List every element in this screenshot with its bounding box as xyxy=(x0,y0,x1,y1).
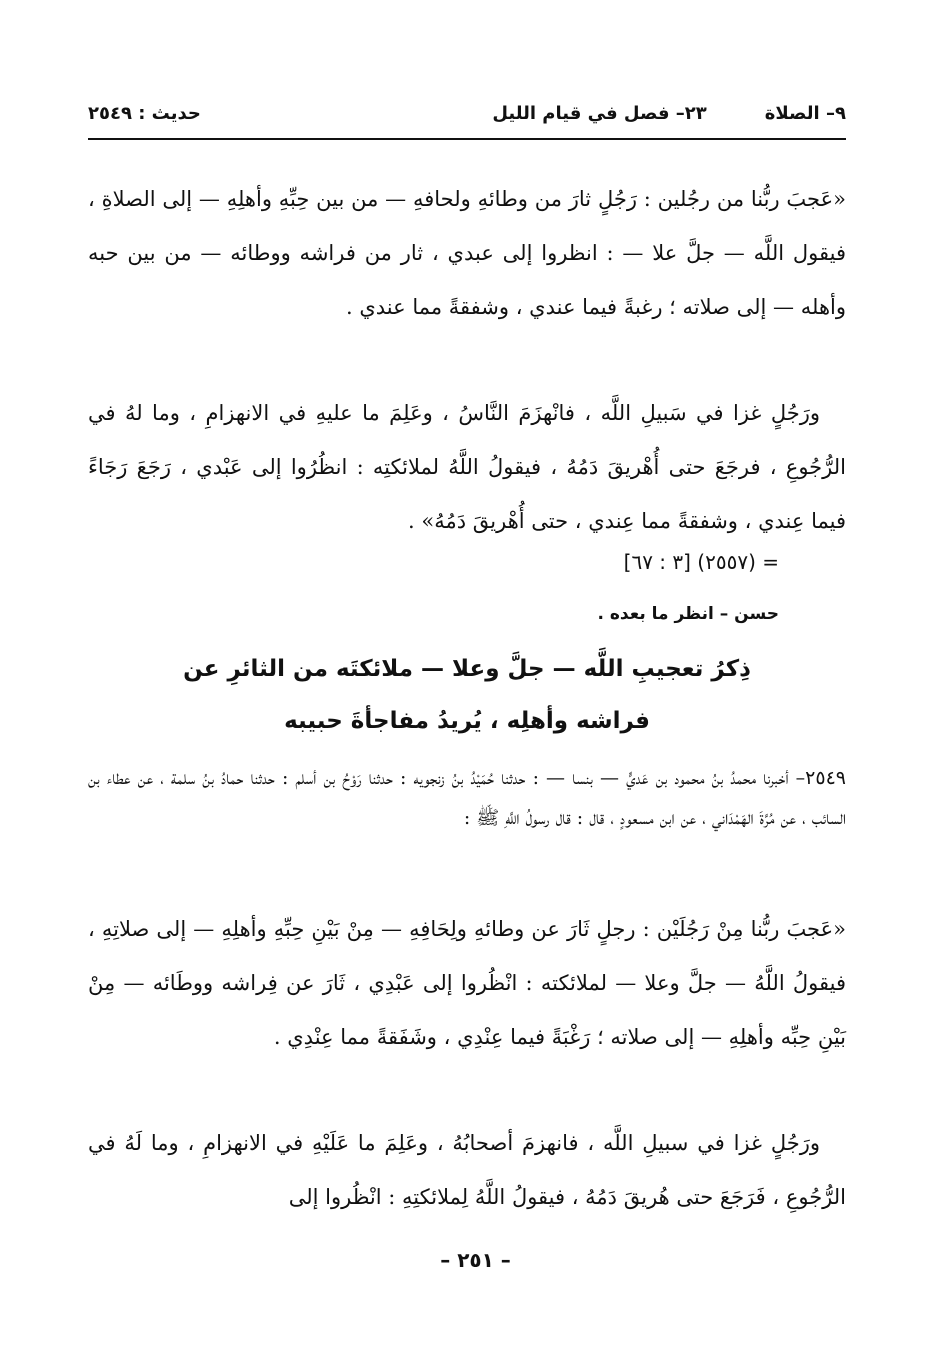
hadith-continuation-paragraph: ورَجُلٍ غزا في سَبيلِ اللَّه ، فانْهزَمَ النَّاسُ ، وعَلِمَ ما عليهِ في الانهزامِ ، وما لهُ في الرُّجُوعِ ، فرجَعَ حتى أُهْريقَ دَمُهُ ، فيقولُ اللَّهُ لملائكتِه : انظُرُوا إلى عَبْدي ، رَجَعَ رَجَاءً فيما عِندي ، وشفقةً مما عِندي ، حتى أُهْريقَ دَمُهُ» . xyxy=(88,401,846,533)
hadith-grade: حسن – انظر ما بعده . xyxy=(597,604,779,624)
header-divider xyxy=(88,138,846,140)
section-title: ٢٣– فصل في قيام الليل xyxy=(492,102,707,124)
hadith-quote-paragraph: «عَجبَ ربُّنا من رجُلين : رَجُلٍ ثارَ من وطائهِ ولحافهِ — من بين حِبِّهِ وأهلِهِ — إلى الصلاةِ ، فيقول اللَّه — جلَّ علا — : انظروا إلى عبدي ، ثار من فراشه ووطائه — من بين حبه وأهله — إلى صلاته ؛ رغبةً فيما عندي ، وشفقةً مما عندي . xyxy=(88,187,846,319)
hadith-quote-paragraph-2: «عَجبَ ربُّنا مِنْ رَجُلَيْن : رجلٍ ثَارَ عن وطائهِ ولِحَافِهِ — مِنْ بَيْنِ حِبِّهِ وأهلِهِ — إلى صلاتِهِ ، فيقولُ اللَّهُ — جلَّ وعلا — لملائكته : انْظُروا إلى عَبْدِي ، ثَارَ عن فِراشه ووطَائه — مِنْ بَيْنِ حِبِّه وأهلِهِ — إلى صلاته ؛ رَغْبَةً فيما عِنْدِي ، وشَفَقةً مما عِنْدِي . xyxy=(88,917,846,1049)
page-number: – ٢٥١ – xyxy=(440,1248,511,1272)
running-header xyxy=(88,96,846,130)
hadith-continuation-paragraph-2: ورَجُلٍ غزا في سبيلِ اللَّه ، فانهزمَ أصحابُهُ ، وعَلِمَ ما عَلَيْهِ في الانهزامِ ، وما لَهُ في الرُّجُوعِ ، فَرَجَعَ حتى هُريقَ دَمُهُ ، فيقولُ اللَّهُ لِملائكتِهِ : انْظُروا إلى xyxy=(88,1131,846,1209)
cross-reference: = (٢٥٥٧) [٣ : ٦٧] xyxy=(623,550,779,574)
chapter-heading-line-2: فراشه وأهلِه ، يُريدُ مفاجأةَ حبيبه xyxy=(284,708,650,734)
chapter-title: ٩– الصلاة xyxy=(764,102,846,124)
chapter-heading-line-1: ذِكرُ تعجيبِ اللَّه — جلَّ وعلا — ملائكتَه من الثائرِ عن xyxy=(183,656,751,682)
hadith-reference: حديث : ٢٥٤٩ xyxy=(88,102,201,124)
isnad-paragraph: ٢٥٤٩– أخبرنا محمدُ بنُ محمود بن عَديٍّ — بنسا — : حدثنا حُمَيْدُ بنُ زنجويه : حدثنا رَوْحُ بن أسلم : حدثنا حمادُ بنُ سلمة ، عن عطاء بن السائب ، عن مُرَّةَ الهَمْدَاني ، عن ابن مسعودٍ ، قال : قال رسولُ اللَّهِ ﷺ : xyxy=(88,767,846,829)
header-chapter-group xyxy=(492,103,846,124)
